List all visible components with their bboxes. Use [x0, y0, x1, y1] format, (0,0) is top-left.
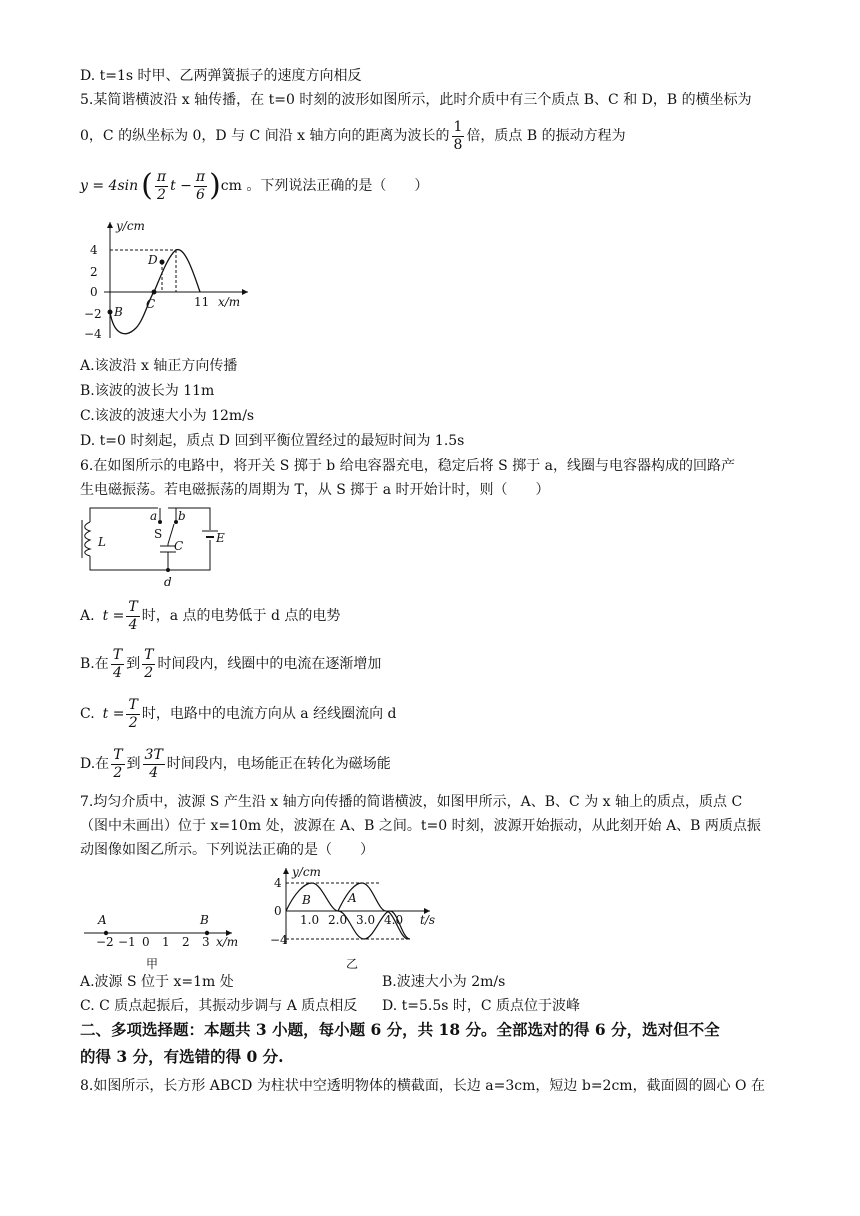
ytick-neg4: −4: [84, 327, 102, 341]
svg-text:−4: −4: [270, 933, 288, 947]
point-b: [108, 310, 113, 315]
q7-option-a: A.波源 S 位于 x=1m 处: [80, 974, 234, 990]
svg-text:2: 2: [182, 935, 190, 949]
q6-stem-line1: 6.在如图所示的电路中，将开关 S 掷于 b 给电容器充电，稳定后将 S 掷于 a，线圈与电容器构成的回路产: [80, 458, 735, 474]
q7-option-c: C. C 质点起振后，其振动步调与 A 质点相反: [80, 998, 358, 1014]
svg-text:B: B: [114, 305, 123, 319]
section-2-heading-line1: 二、多项选择题：本题共 3 小题，每小题 6 分，共 18 分。全部选对的得 6 分，选对但不全: [80, 1020, 720, 1039]
caption-jia: 甲: [146, 957, 159, 971]
q7-figure-yi: [270, 864, 450, 974]
q5-stem-text-2: 倍，质点 B 的振动方程为: [466, 128, 626, 144]
svg-text:1.0: 1.0: [300, 913, 320, 927]
ytick-2: 2: [90, 265, 98, 279]
q7-figure-jia: [84, 908, 244, 972]
q7-stem-line3: 动图像如图乙所示。下列说法正确的是（ ）: [80, 842, 374, 858]
svg-text:S: S: [154, 527, 163, 541]
q6-option-d: D.在 $\frac{T}{2}$ 到 $\frac{3T}{4}$ 时间段内，电场能正在转化为磁场能: [80, 746, 391, 781]
svg-text:L: L: [98, 535, 106, 549]
q8-stem-line1: 8.如图所示，长方形 ABCD 为柱状中空透明物体的横截面，长边 a=3cm，短边 b=2cm，截面圆的圆心 O 在: [80, 1078, 765, 1094]
q5-equation: y = 4sin ( $\frac{\pi}{2}$ t − $\frac{\pi}{6}$ ) cm 。下列说法正确的是（ ）: [80, 168, 429, 203]
svg-text:B: B: [302, 893, 311, 907]
svg-text:A: A: [348, 891, 357, 905]
q5-option-a: A.该波沿 x 轴正方向传播: [80, 358, 238, 374]
svg-text:E: E: [216, 531, 225, 545]
q6-stem-line2: 生电磁振荡。若电磁振荡的周期为 T，从 S 掷于 a 时开始计时，则（ ）: [80, 482, 550, 498]
svg-text:B: B: [200, 913, 209, 927]
svg-text:t/s: t/s: [420, 913, 436, 927]
svg-text:x/m: x/m: [216, 935, 239, 949]
svg-text:C: C: [174, 539, 184, 553]
svg-text:a: a: [150, 509, 158, 523]
y-axis-label: y/cm: [116, 219, 145, 233]
section-2-heading-line2: 的得 3 分，有选错的得 0 分.: [80, 1047, 284, 1066]
q5-stem-line2: [80, 118, 626, 154]
point-c: [152, 290, 157, 295]
svg-text:4.0: 4.0: [384, 913, 404, 927]
q5-stem-line1: 5.某简谐横波沿 x 轴传播，在 t=0 时刻的波形如图所示，此时介质中有三个质点 B、C 和 D，B 的横坐标为: [80, 92, 752, 108]
x-axis-label: x/m: [218, 295, 241, 309]
q5-option-c: C.该波的波速大小为 12m/s: [80, 408, 255, 424]
q5-option-d: D. t=0 时刻起，质点 D 回到平衡位置经过的最短时间为 1.5s: [80, 433, 465, 449]
q7-option-d: D. t=5.5s 时，C 质点位于波峰: [382, 998, 581, 1014]
svg-text:b: b: [178, 509, 186, 523]
q5-option-b: B.该波的波长为 11m: [80, 383, 215, 399]
ytick-4: 4: [90, 243, 98, 257]
svg-text:2.0: 2.0: [328, 913, 348, 927]
svg-text:0: 0: [142, 935, 150, 949]
svg-text:−2: −2: [96, 935, 114, 949]
point-d: [160, 260, 165, 265]
svg-text:3.0: 3.0: [356, 913, 376, 927]
q6-lc-circuit: [78, 500, 228, 590]
ytick-0: 0: [90, 285, 98, 299]
q7-option-b: B.波速大小为 2m/s: [382, 974, 506, 990]
q7-stem-line2: （图中未画出）位于 x=10m 处，波源在 A、B 之间。t=0 时刻，波源开始振动，从此刻开始 A、B 两质点振: [80, 818, 761, 834]
svg-text:−1: −1: [118, 935, 136, 949]
svg-text:0: 0: [274, 904, 282, 918]
svg-text:3: 3: [202, 935, 210, 949]
svg-text:4: 4: [274, 876, 282, 890]
q4-option-d: D. t=1s 时甲、乙两弹簧振子的速度方向相反: [80, 68, 362, 84]
q5-stem-text: 0，C 的纵坐标为 0，D 与 C 间沿 x 轴方向的距离为波长的: [80, 128, 450, 144]
xtick-11: 11: [194, 295, 210, 309]
q5-fraction: $\frac{1}{8}$: [453, 118, 463, 153]
svg-text:A: A: [98, 913, 107, 927]
svg-text:y/cm: y/cm: [292, 865, 321, 879]
svg-text:1: 1: [162, 935, 170, 949]
q6-option-c: C. t = $\frac{T}{2}$ 时，电路中的电流方向从 a 经线圈流向 d: [80, 696, 397, 731]
node-d: [166, 568, 170, 572]
caption-yi: 乙: [346, 957, 359, 971]
q6-option-a: A. t = $\frac{T}{4}$ 时，a 点的电势低于 d 点的电势: [80, 598, 341, 633]
ytick-neg2: −2: [84, 307, 102, 321]
svg-text:C: C: [146, 297, 156, 311]
q6-option-b: B.在 $\frac{T}{4}$ 到 $\frac{T}{2}$ 时间段内，线圈中的电流在逐渐增加: [80, 646, 382, 681]
svg-text:D: D: [148, 253, 158, 267]
svg-text:d: d: [164, 575, 172, 589]
q5-wave-graph: [78, 216, 258, 346]
q7-stem-line1: 7.均匀介质中，波源 S 产生沿 x 轴方向传播的简谐横波，如图甲所示，A、B、C 为 x 轴上的质点，质点 C: [80, 794, 743, 810]
